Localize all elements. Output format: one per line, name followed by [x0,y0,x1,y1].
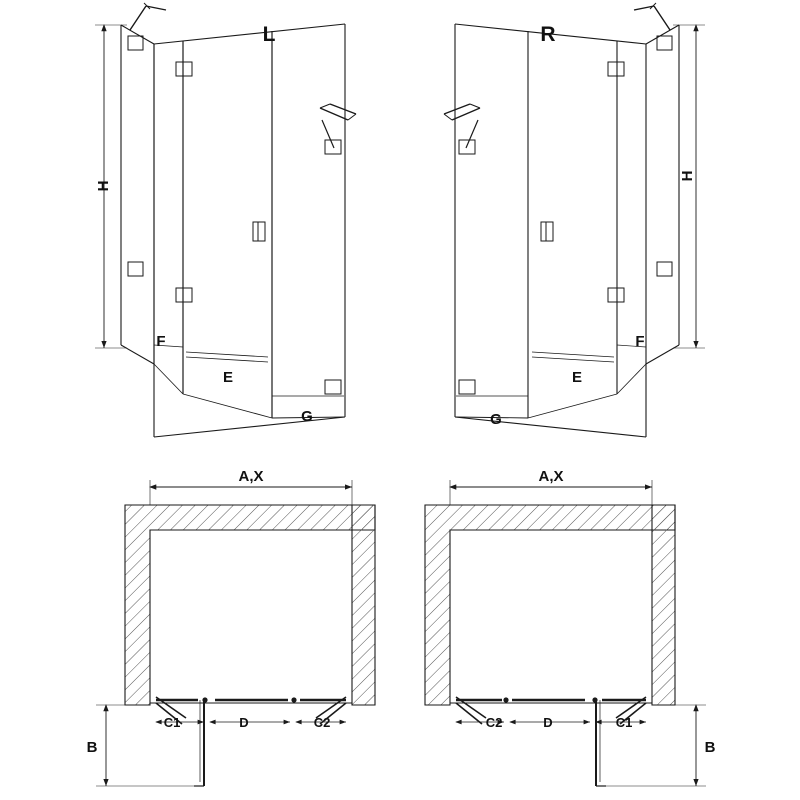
variant-label-right: R [540,23,556,46]
width-label-right: A,X [538,468,564,485]
segment-label-right-c2: C2 [485,715,503,730]
panel-label-right-e: E [571,369,583,386]
depth-label-right: B [704,739,716,756]
height-label-left: H [95,180,112,192]
variant-label-left: L [262,23,276,46]
segment-label-right-d: D [543,715,553,730]
depth-label-left: B [86,739,98,756]
segment-label-left-d: D [239,715,249,730]
panel-label-left-e: E [222,369,234,386]
plan-view-right [425,480,706,786]
panel-label-left-g: G [301,408,313,425]
plan-view-left [96,480,375,786]
panel-label-left-f: F [156,333,166,350]
segment-label-left-c2: C2 [313,715,331,730]
panel-label-right-f: F [635,333,645,350]
width-label-left: A,X [238,468,264,485]
panel-label-right-g: G [490,411,502,428]
segment-label-right-c1: C1 [615,715,633,730]
segment-label-left-c1: C1 [163,715,181,730]
height-label-right: H [679,170,696,182]
